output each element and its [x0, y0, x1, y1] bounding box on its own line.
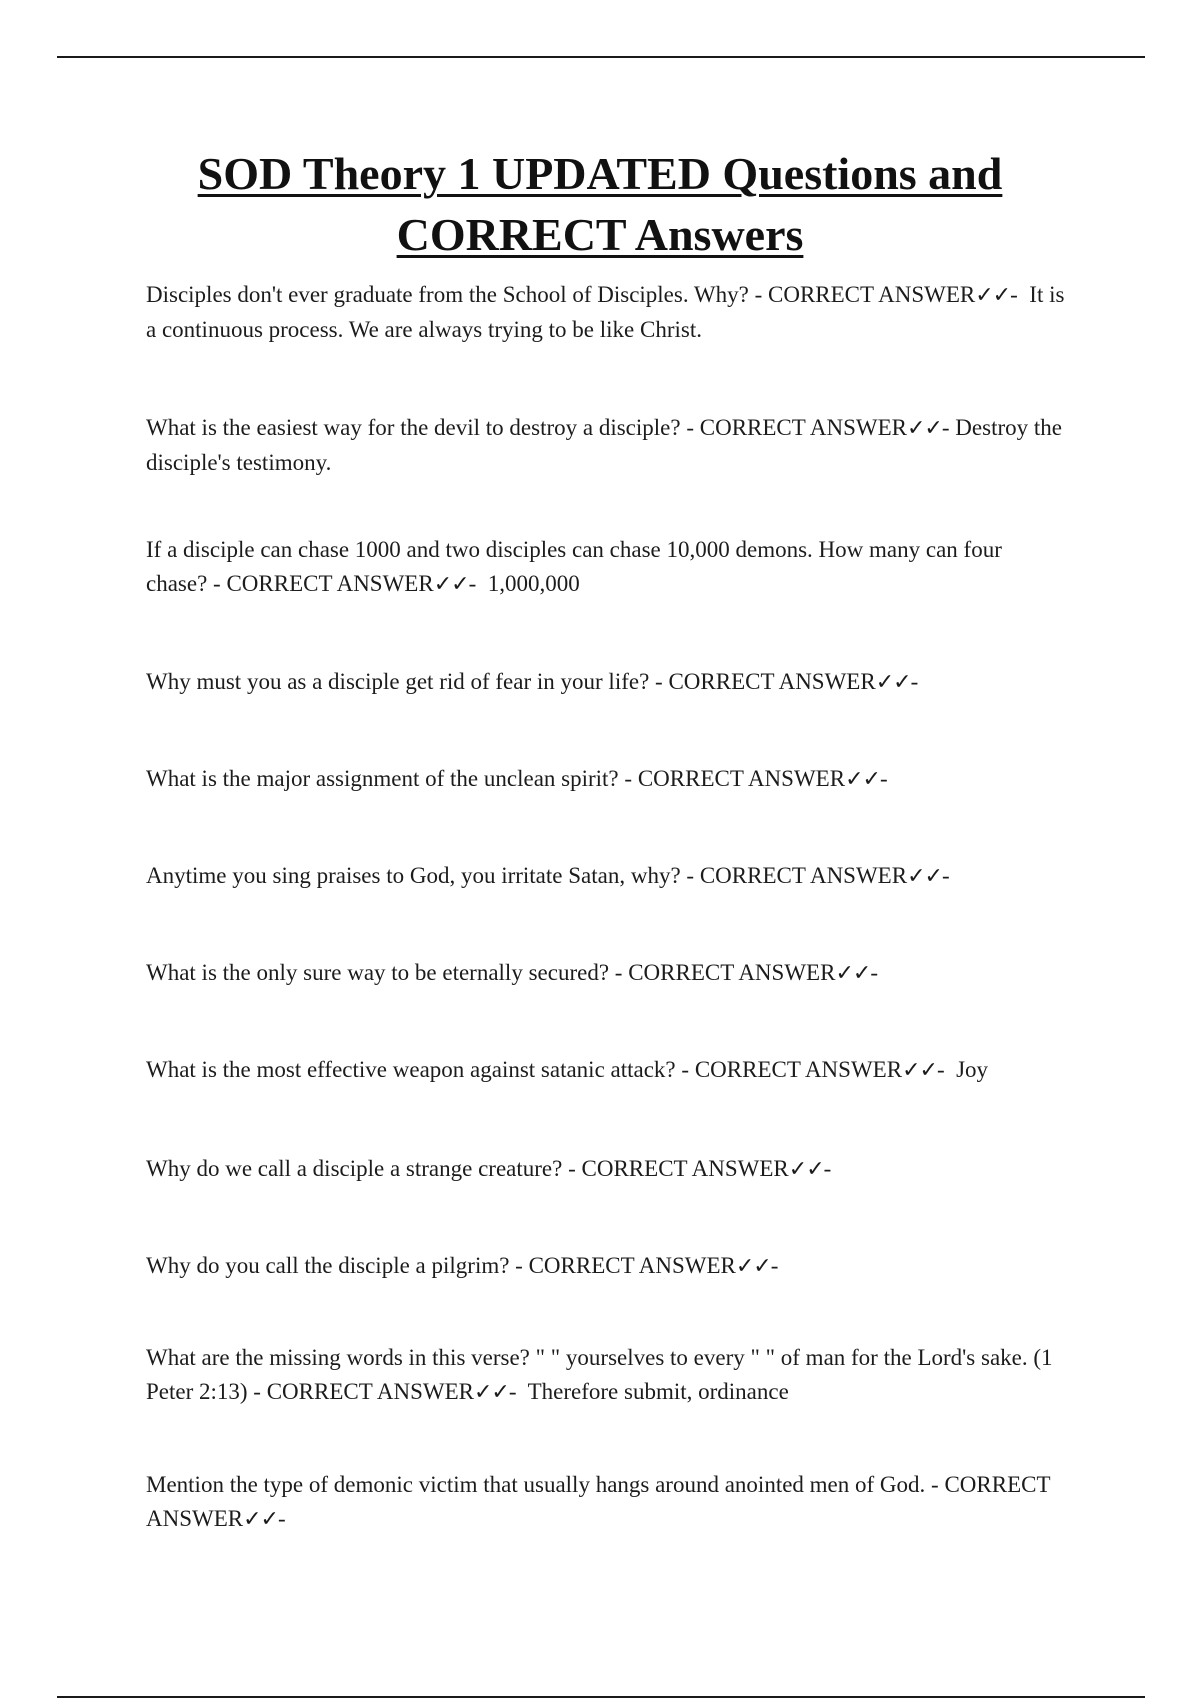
question-text: Disciples don't ever graduate from the School of Disciples. Why? -: [146, 282, 768, 307]
qa-item: Mention the type of demonic victim that usually hangs around anointed men of God. - CORRECT ANSWER✓✓-: [146, 1472, 1051, 1532]
double-check-icon: ✓✓: [875, 670, 911, 695]
double-check-icon: ✓✓: [433, 572, 469, 597]
answer-text: Joy: [956, 1057, 989, 1082]
qa-item: If a disciple can chase 1000 and two disciples can chase 10,000 demons. How many can four chase? - CORRECT ANSWER✓✓- 1,000,000: [146, 537, 1002, 597]
document-title: SOD Theory 1 UPDATED Questions and CORRECT Answers: [197, 148, 1003, 260]
question-text: Mention the type of demonic victim that usually hangs around anointed men of God. -: [146, 1472, 945, 1497]
answer-text: Therefore submit, ordinance: [527, 1379, 789, 1404]
double-check-icon: ✓✓: [975, 283, 1011, 308]
question-text: Why must you as a disciple get rid of fear in your life? -: [146, 669, 669, 694]
answer-text: It is a continuous process. We are always trying to be like Christ.: [146, 282, 1065, 342]
double-check-icon: ✓✓: [845, 767, 880, 792]
bottom-rule: [57, 1696, 1145, 1698]
answer-label: CORRECT ANSWER: [768, 282, 976, 307]
question-text: Why do we call a disciple a strange creature? -: [146, 1156, 582, 1181]
question-text: If a disciple can chase 1000 and two disciples can chase 10,000 demons. How many can four chase? -: [146, 537, 1002, 596]
qa-item: What is the easiest way for the devil to destroy a disciple? - CORRECT ANSWER✓✓- Destroy the disciple's testimony.: [146, 415, 1062, 475]
question-text: What is the easiest way for the devil to destroy a disciple? -: [146, 415, 700, 440]
question-text: Anytime you sing praises to God, you irritate Satan, why? -: [146, 863, 700, 888]
answer-label: CORRECT ANSWER: [699, 415, 907, 440]
question-text: What is the only sure way to be eternally secured? -: [146, 960, 629, 985]
double-check-icon: ✓✓: [835, 961, 871, 986]
double-check-icon: ✓✓: [902, 1058, 937, 1083]
question-text: What are the missing words in this verse? " " yourselves to every " " of man for the Lord's sake. (1 Peter 2:13) -: [146, 1345, 1053, 1404]
double-check-icon: ✓✓: [788, 1157, 824, 1182]
answer-label: CORRECT ANSWER: [694, 1057, 903, 1082]
qa-item: What is the major assignment of the unclean spirit? - CORRECT ANSWER✓✓-: [146, 766, 888, 792]
qa-item: Why do you call the disciple a pilgrim? - CORRECT ANSWER✓✓-: [146, 1253, 779, 1279]
qa-item: Anytime you sing praises to God, you irritate Satan, why? - CORRECT ANSWER✓✓-: [146, 863, 950, 889]
double-check-icon: ✓✓: [907, 864, 942, 889]
answer-label: CORRECT ANSWER: [581, 1156, 789, 1181]
qa-item: What is the most effective weapon against satanic attack? - CORRECT ANSWER✓✓- Joy: [146, 1057, 989, 1083]
qa-item: What is the only sure way to be eternally secured? - CORRECT ANSWER✓✓-: [146, 960, 878, 986]
answer-label: CORRECT ANSWER: [637, 766, 846, 791]
double-check-icon: ✓✓: [473, 1380, 509, 1405]
answer-label: CORRECT ANSWER: [226, 571, 434, 596]
double-check-icon: ✓✓: [243, 1507, 278, 1532]
qa-item: What are the missing words in this verse? " " yourselves to every " " of man for the Lord's sake. (1 Peter 2:13) - CORRECT ANSWER✓✓- Therefore submit, ordinance: [146, 1345, 1053, 1405]
question-text: What is the most effective weapon against satanic attack? -: [146, 1057, 695, 1082]
qa-item: Why must you as a disciple get rid of fear in your life? - CORRECT ANSWER✓✓-: [146, 669, 919, 695]
double-check-icon: ✓✓: [907, 416, 942, 441]
answer-label: CORRECT ANSWER: [699, 863, 908, 888]
answer-label: CORRECT ANSWER: [628, 960, 836, 985]
question-text: Why do you call the disciple a pilgrim? -: [146, 1253, 529, 1278]
answer-label: CORRECT ANSWER: [668, 669, 876, 694]
answer-text: 1,000,000: [487, 571, 580, 596]
question-text: What is the major assignment of the unclean spirit? -: [146, 766, 638, 791]
top-rule: [57, 56, 1145, 58]
qa-item: Disciples don't ever graduate from the School of Disciples. Why? - CORRECT ANSWER✓✓- It is a continuous process. We are always trying to be like Christ.: [146, 282, 1065, 342]
answer-text: Destroy the disciple's testimony.: [146, 415, 1062, 475]
double-check-icon: ✓✓: [735, 1254, 771, 1279]
answer-label: CORRECT ANSWER: [146, 1472, 1051, 1531]
answer-label: CORRECT ANSWER: [528, 1253, 736, 1278]
answer-label: CORRECT ANSWER: [266, 1379, 474, 1404]
qa-item: Why do we call a disciple a strange creature? - CORRECT ANSWER✓✓-: [146, 1156, 832, 1182]
